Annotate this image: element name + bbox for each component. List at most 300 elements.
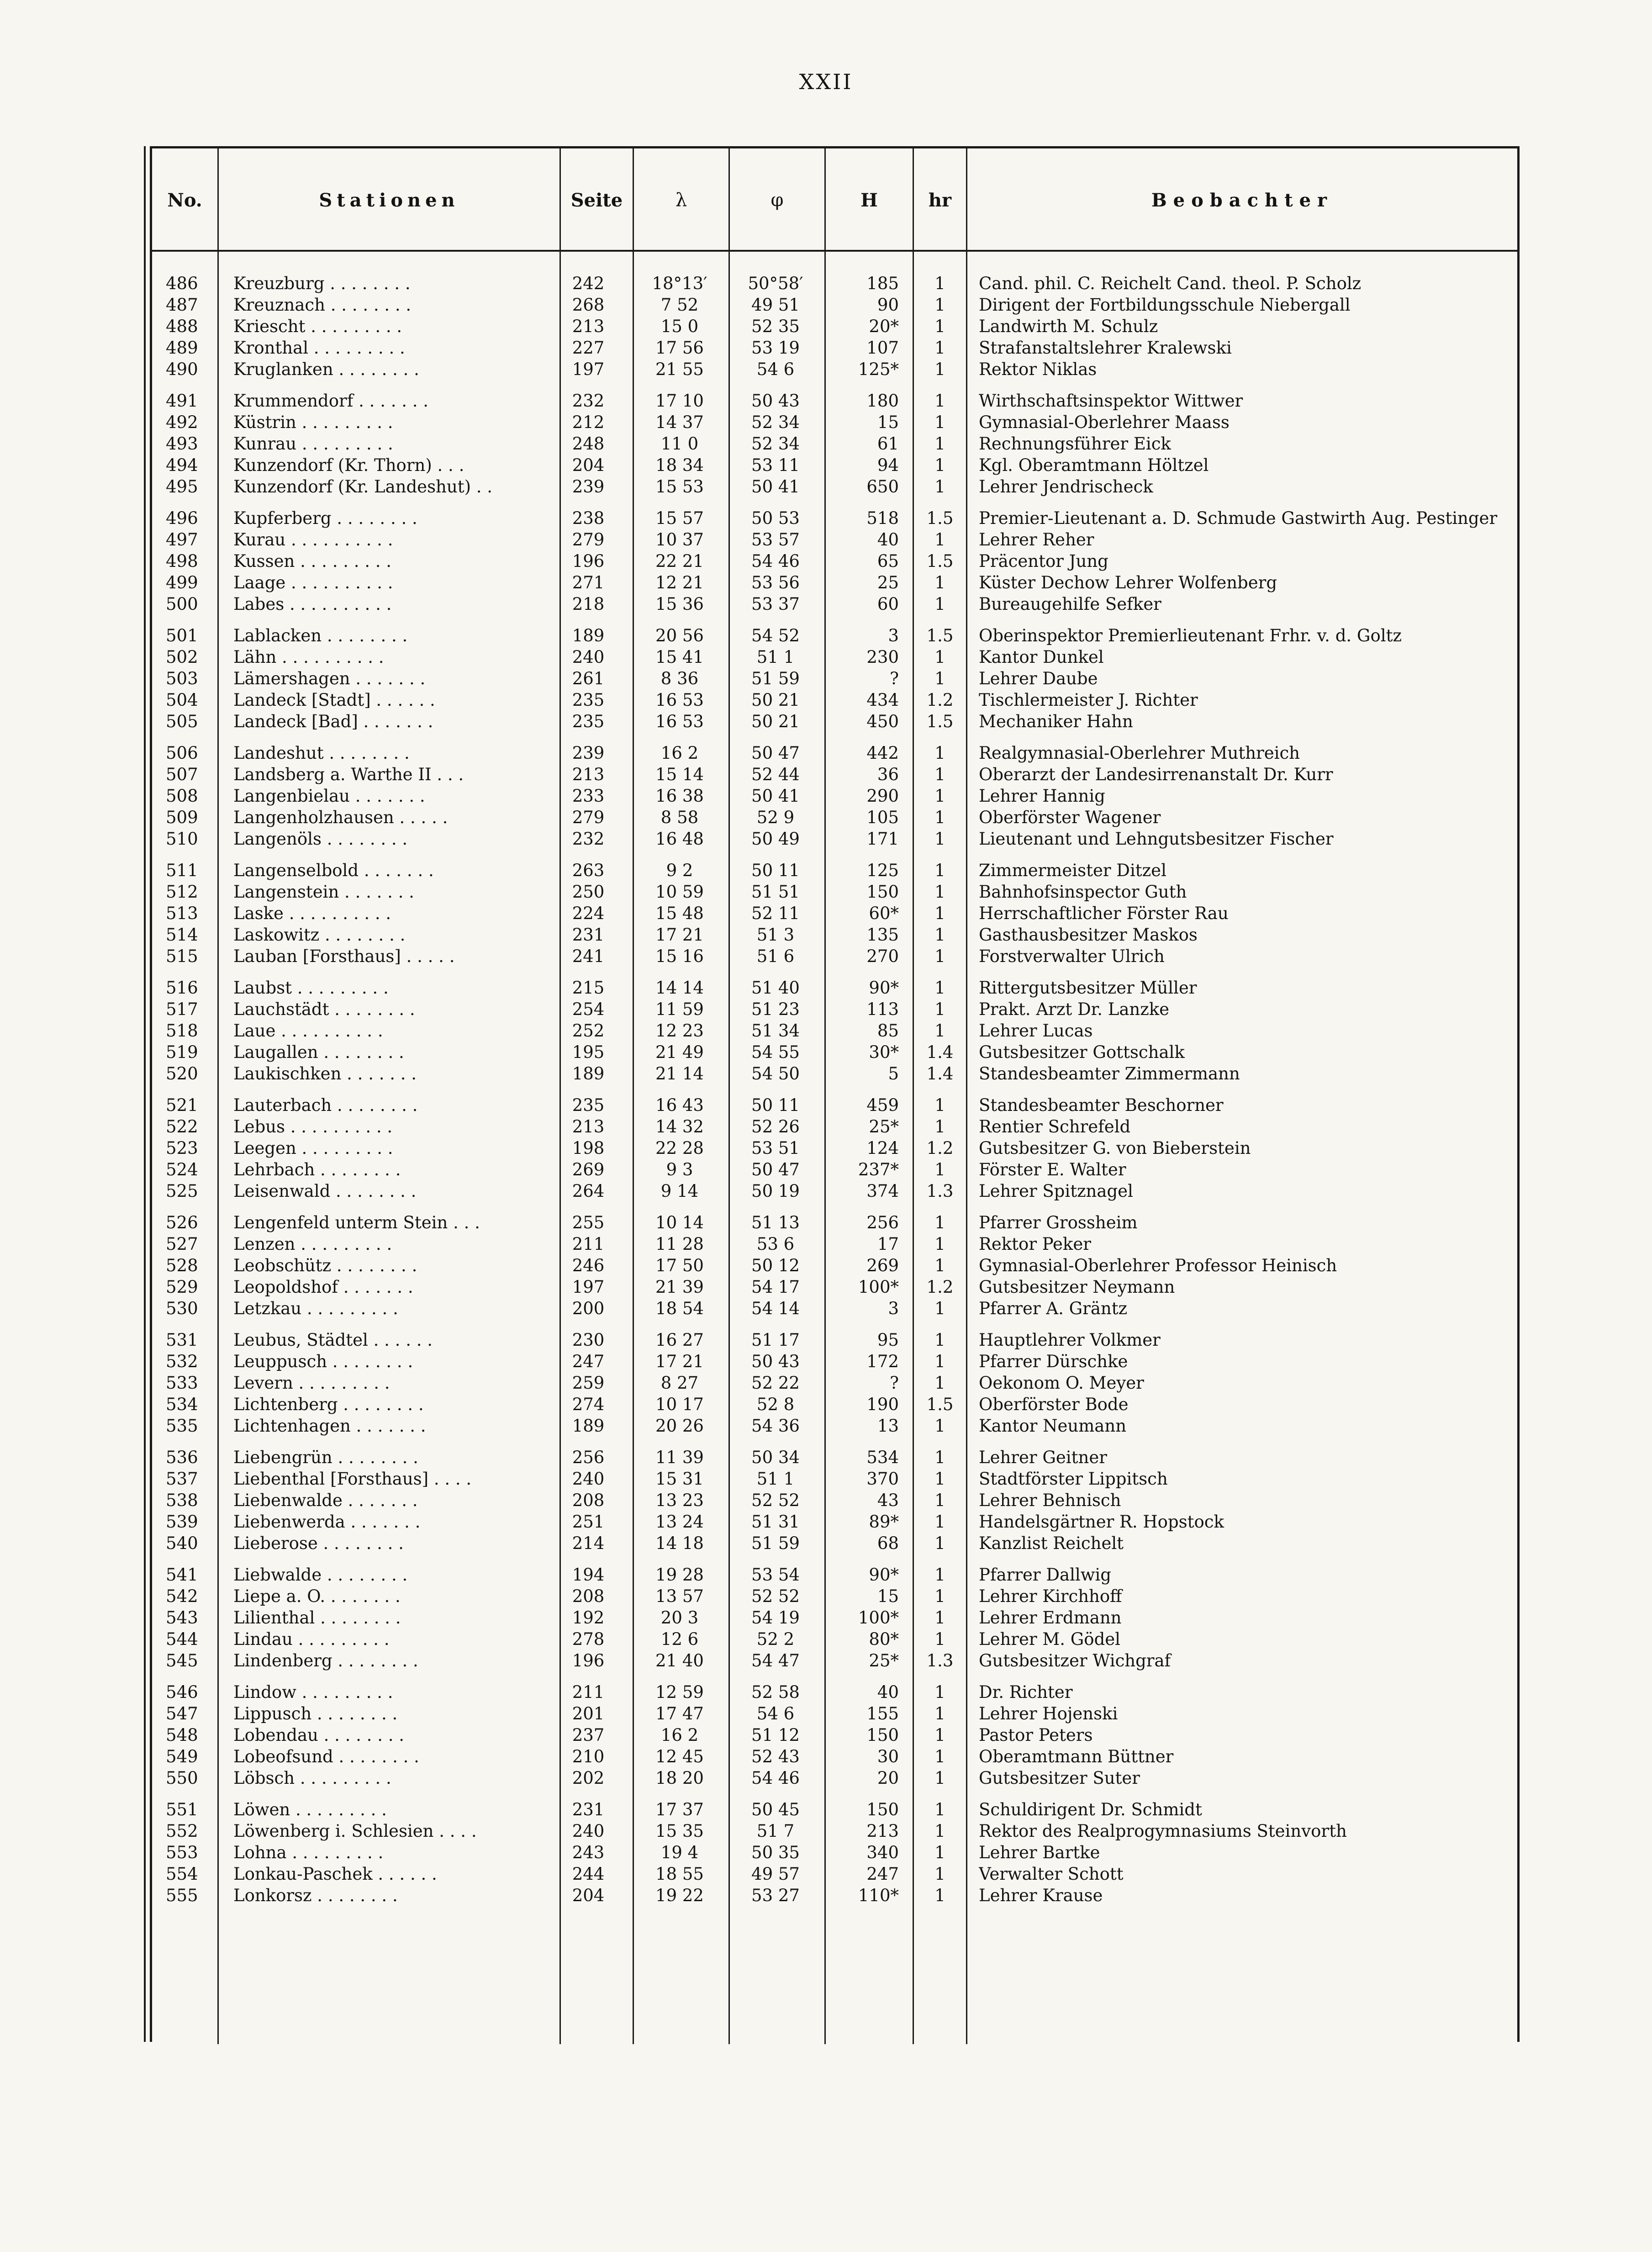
page-ref: 241 — [572, 946, 605, 966]
instrument-height: 1 — [934, 455, 945, 475]
station-name: Lehrbach . . . . . . . . — [233, 1160, 401, 1179]
page-ref: 269 — [572, 1160, 605, 1179]
row-number: 530 — [166, 1299, 198, 1318]
station-name: Langenholzhausen . . . . . — [233, 808, 448, 827]
table-row — [152, 1863, 1517, 1885]
observer: Oberamtmann Büttner — [979, 1747, 1174, 1766]
station-name: Letzkau . . . . . . . . . — [233, 1299, 398, 1318]
observer: Standesbeamter Beschorner — [979, 1095, 1224, 1115]
observer: Lehrer Krause — [979, 1886, 1103, 1905]
row-number: 544 — [166, 1629, 198, 1649]
row-number: 539 — [166, 1512, 198, 1532]
observer: Kantor Dunkel — [979, 647, 1104, 667]
longitude: 17 50 — [655, 1256, 704, 1275]
page-ref: 248 — [572, 434, 605, 454]
observer: Verwalter Schott — [979, 1864, 1124, 1884]
page-ref: 254 — [572, 999, 605, 1019]
row-number: 494 — [166, 455, 198, 475]
table-row — [152, 1041, 1517, 1063]
longitude: 15 0 — [660, 317, 699, 336]
station-name: Kunzendorf (Kr. Thorn) . . . — [233, 455, 464, 475]
table-row — [152, 1394, 1517, 1415]
table-row — [152, 1724, 1517, 1746]
station-name: Lauterbach . . . . . . . . — [233, 1095, 418, 1115]
station-name: Langenstein . . . . . . . — [233, 882, 414, 902]
longitude: 16 53 — [655, 712, 704, 731]
row-number: 536 — [166, 1448, 198, 1467]
page-ref: 211 — [572, 1682, 605, 1702]
page-ref: 198 — [572, 1138, 605, 1158]
observer: Standesbeamter Zimmermann — [979, 1064, 1240, 1084]
table-row — [152, 1415, 1517, 1437]
longitude: 11 28 — [655, 1234, 704, 1254]
row-number: 545 — [166, 1651, 198, 1670]
page-ref: 218 — [572, 594, 605, 614]
header-hr: hr — [928, 189, 952, 211]
longitude: 15 14 — [655, 765, 704, 784]
station-name: Leobschütz . . . . . . . . — [233, 1256, 417, 1275]
observer: Gutsbesitzer Suter — [979, 1768, 1140, 1788]
instrument-height: 1 — [934, 1095, 945, 1115]
table-row — [152, 316, 1517, 337]
page-ref: 197 — [572, 359, 605, 379]
row-number: 554 — [166, 1864, 198, 1884]
instrument-height: 1 — [934, 1821, 945, 1841]
station-name: Liebenwerda . . . . . . . — [233, 1512, 421, 1532]
observer: Lehrer Spitznagel — [979, 1181, 1133, 1201]
instrument-height: 1 — [934, 808, 945, 827]
longitude: 19 22 — [655, 1886, 704, 1905]
station-name: Kronthal . . . . . . . . . — [233, 338, 405, 358]
page-ref: 210 — [572, 1747, 605, 1766]
elevation: 534 — [866, 1448, 899, 1467]
instrument-height: 1 — [934, 743, 945, 763]
instrument-height: 1 — [934, 1843, 945, 1862]
page-ref: 200 — [572, 1299, 605, 1318]
station-name: Leisenwald . . . . . . . . — [233, 1181, 417, 1201]
station-name: Kupferberg . . . . . . . . — [233, 508, 417, 528]
elevation: 13 — [877, 1416, 899, 1436]
latitude: 51 13 — [751, 1213, 800, 1232]
elevation: 20* — [869, 317, 899, 336]
table-row — [152, 1351, 1517, 1372]
page-ref: 268 — [572, 295, 605, 315]
station-name: Lonkorsz . . . . . . . . — [233, 1886, 398, 1905]
longitude: 22 21 — [655, 551, 704, 571]
elevation: 68 — [877, 1533, 899, 1553]
page-ref: 196 — [572, 551, 605, 571]
page-ref: 279 — [572, 808, 605, 827]
latitude: 54 46 — [751, 1768, 800, 1788]
instrument-height: 1 — [934, 1768, 945, 1788]
station-name: Leuppusch . . . . . . . . — [233, 1352, 413, 1371]
table-row — [152, 646, 1517, 668]
observer: Realgymnasial-Oberlehrer Muthreich — [979, 743, 1300, 763]
table-row — [152, 1116, 1517, 1137]
longitude: 15 53 — [655, 477, 704, 497]
latitude: 53 11 — [751, 455, 800, 475]
longitude: 14 37 — [655, 412, 704, 432]
observer: Strafanstaltslehrer Kralewski — [979, 338, 1232, 358]
latitude: 50°58′ — [748, 274, 803, 293]
observer: Kgl. Oberamtmann Höltzel — [979, 455, 1209, 475]
table-row — [152, 1329, 1517, 1351]
table-row — [152, 977, 1517, 999]
page-ref: 197 — [572, 1277, 605, 1297]
latitude: 53 57 — [751, 530, 800, 550]
station-name: Lichtenberg . . . . . . . . — [233, 1395, 424, 1414]
elevation: 237* — [858, 1160, 899, 1179]
elevation: 40 — [877, 530, 899, 550]
table-row — [152, 593, 1517, 615]
instrument-height: 1 — [934, 573, 945, 592]
station-name: Laskowitz . . . . . . . . — [233, 925, 406, 945]
page-ref: 196 — [572, 1651, 605, 1670]
table-row — [152, 946, 1517, 967]
page-ref: 189 — [572, 626, 605, 645]
observer: Rechnungsführer Eick — [979, 434, 1171, 454]
observer: Landwirth M. Schulz — [979, 317, 1158, 336]
page-ref: 252 — [572, 1021, 605, 1041]
table-row — [152, 337, 1517, 359]
observer: Herrschaftlicher Förster Rau — [979, 904, 1229, 923]
row-number: 515 — [166, 946, 198, 966]
instrument-height: 1 — [934, 1864, 945, 1884]
station-name: Kurau . . . . . . . . . . — [233, 530, 393, 550]
station-name: Löwenberg i. Schlesien . . . . — [233, 1821, 477, 1841]
row-number: 497 — [166, 530, 198, 550]
latitude: 52 34 — [751, 412, 800, 432]
station-name: Langenselbold . . . . . . . — [233, 861, 434, 880]
observer: Lehrer Hojenski — [979, 1704, 1118, 1723]
instrument-height: 1 — [934, 530, 945, 550]
station-name: Levern . . . . . . . . . — [233, 1373, 390, 1393]
longitude: 8 36 — [660, 669, 699, 688]
observer: Gymnasial-Oberlehrer Professor Heinisch — [979, 1256, 1337, 1275]
station-name: Liepe a. O. . . . . . . . — [233, 1586, 401, 1606]
observer: Stadtförster Lippitsch — [979, 1469, 1168, 1489]
row-number: 529 — [166, 1277, 198, 1297]
row-number: 550 — [166, 1768, 198, 1788]
station-name: Liebengrün . . . . . . . . — [233, 1448, 418, 1467]
table-row — [152, 711, 1517, 732]
latitude: 50 21 — [751, 690, 800, 710]
station-name: Lippusch . . . . . . . . — [233, 1704, 398, 1723]
latitude: 51 59 — [751, 669, 800, 688]
latitude: 51 12 — [751, 1725, 800, 1745]
instrument-height: 1 — [934, 338, 945, 358]
elevation: 61 — [877, 434, 899, 454]
latitude: 53 51 — [751, 1138, 800, 1158]
longitude: 9 14 — [660, 1181, 699, 1201]
instrument-height: 1 — [934, 861, 945, 880]
observer: Lieutenant und Lehngutsbesitzer Fischer — [979, 829, 1334, 849]
station-name: Kunrau . . . . . . . . . — [233, 434, 393, 454]
observer: Rektor des Realprogymnasiums Steinvorth — [979, 1821, 1347, 1841]
elevation: 43 — [877, 1491, 899, 1510]
table-row — [152, 1586, 1517, 1607]
observer: Lehrer Jendrischeck — [979, 477, 1153, 497]
longitude: 11 39 — [655, 1448, 704, 1467]
page-ref: 243 — [572, 1843, 605, 1862]
observer: Dirigent der Fortbildungsschule Niebergall — [979, 295, 1351, 315]
station-name: Lengenfeld unterm Stein . . . — [233, 1213, 480, 1232]
table-row — [152, 1820, 1517, 1842]
longitude: 21 49 — [655, 1042, 704, 1062]
elevation: 25* — [869, 1651, 899, 1670]
row-number: 507 — [166, 765, 198, 784]
table-row — [152, 668, 1517, 689]
elevation: 30 — [877, 1747, 899, 1766]
page-ref: 202 — [572, 1768, 605, 1788]
station-name: Lilienthal . . . . . . . . — [233, 1608, 401, 1628]
longitude: 16 27 — [655, 1330, 704, 1350]
latitude: 50 47 — [751, 1160, 800, 1179]
station-name: Laske . . . . . . . . . . — [233, 904, 391, 923]
instrument-height: 1 — [934, 1682, 945, 1702]
instrument-height: 1 — [934, 1533, 945, 1553]
longitude: 14 32 — [655, 1117, 704, 1137]
longitude: 7 52 — [660, 295, 699, 315]
row-number: 513 — [166, 904, 198, 923]
row-number: 511 — [166, 861, 198, 880]
station-name: Kussen . . . . . . . . . — [233, 551, 392, 571]
row-number: 512 — [166, 882, 198, 902]
row-number: 541 — [166, 1565, 198, 1585]
latitude: 52 34 — [751, 434, 800, 454]
station-name: Leopoldshof . . . . . . . — [233, 1277, 413, 1297]
latitude: 51 59 — [751, 1533, 800, 1553]
table-row — [152, 881, 1517, 903]
table-row — [152, 1799, 1517, 1820]
observer: Lehrer Bartke — [979, 1843, 1100, 1862]
instrument-height: 1 — [934, 1352, 945, 1371]
page-ref: 235 — [572, 712, 605, 731]
instrument-height: 1 — [934, 1213, 945, 1232]
page-ref: 192 — [572, 1608, 605, 1628]
table-row — [152, 1137, 1517, 1159]
observer: Oekonom O. Meyer — [979, 1373, 1144, 1393]
elevation: 124 — [866, 1138, 899, 1158]
row-number: 489 — [166, 338, 198, 358]
station-name: Lablacken . . . . . . . . — [233, 626, 408, 645]
table-row — [152, 529, 1517, 550]
latitude: 51 3 — [756, 925, 795, 945]
station-name: Laue . . . . . . . . . . — [233, 1021, 383, 1041]
table-row — [152, 1468, 1517, 1490]
instrument-height: 1 — [934, 1608, 945, 1628]
latitude: 52 11 — [751, 904, 800, 923]
row-number: 500 — [166, 594, 198, 614]
page-ref: 189 — [572, 1416, 605, 1436]
elevation: 15 — [877, 412, 899, 432]
header-h: H — [860, 189, 878, 211]
elevation: 100* — [858, 1608, 899, 1628]
longitude: 10 17 — [655, 1395, 704, 1414]
page-ref: 255 — [572, 1213, 605, 1232]
table-row — [152, 390, 1517, 412]
instrument-height: 1 — [934, 669, 945, 688]
row-number: 549 — [166, 1747, 198, 1766]
page-ref: 230 — [572, 1330, 605, 1350]
station-name: Liebwalde . . . . . . . . — [233, 1565, 408, 1585]
row-number: 528 — [166, 1256, 198, 1275]
elevation: 172 — [866, 1352, 899, 1371]
longitude: 22 28 — [655, 1138, 704, 1158]
longitude: 12 59 — [655, 1682, 704, 1702]
row-number: 492 — [166, 412, 198, 432]
elevation: 65 — [877, 551, 899, 571]
latitude: 52 2 — [756, 1629, 795, 1649]
latitude: 52 35 — [751, 317, 800, 336]
table-row — [152, 433, 1517, 455]
observer: Gutsbesitzer G. von Bieberstein — [979, 1138, 1251, 1158]
longitude: 21 40 — [655, 1651, 704, 1670]
instrument-height: 1.5 — [926, 551, 954, 571]
instrument-height: 1.4 — [926, 1064, 954, 1084]
table-row — [152, 625, 1517, 646]
elevation: 17 — [877, 1234, 899, 1254]
longitude: 16 2 — [660, 743, 699, 763]
observer: Lehrer Behnisch — [979, 1491, 1121, 1510]
longitude: 11 0 — [660, 434, 699, 454]
table-row — [152, 359, 1517, 380]
observer: Gutsbesitzer Wichgraf — [979, 1651, 1171, 1670]
row-number: 546 — [166, 1682, 198, 1702]
observer: Prakt. Arzt Dr. Lanzke — [979, 999, 1170, 1019]
elevation: 90* — [869, 978, 899, 998]
page-ref: 232 — [572, 391, 605, 411]
page-ref: 213 — [572, 765, 605, 784]
instrument-height: 1 — [934, 1629, 945, 1649]
longitude: 17 21 — [655, 1352, 704, 1371]
header-phi: φ — [771, 190, 784, 211]
latitude: 52 52 — [751, 1586, 800, 1606]
elevation: 20 — [877, 1768, 899, 1788]
latitude: 52 9 — [756, 808, 795, 827]
instrument-height: 1 — [934, 274, 945, 293]
observer: Forstverwalter Ulrich — [979, 946, 1165, 966]
observer: Oberarzt der Landesirrenanstalt Dr. Kurr — [979, 765, 1333, 784]
page-ref: 194 — [572, 1565, 605, 1585]
page-ref: 250 — [572, 882, 605, 902]
station-name: Lohna . . . . . . . . . — [233, 1843, 384, 1862]
table-row — [152, 999, 1517, 1020]
observer: Hauptlehrer Volkmer — [979, 1330, 1161, 1350]
latitude: 54 17 — [751, 1277, 800, 1297]
instrument-height: 1 — [934, 1565, 945, 1585]
instrument-height: 1 — [934, 1886, 945, 1905]
station-name: Leegen . . . . . . . . . — [233, 1138, 393, 1158]
elevation: 370 — [866, 1469, 899, 1489]
header-beobachter: Beobachter — [1151, 189, 1334, 211]
elevation: 80* — [869, 1629, 899, 1649]
page-ref: 227 — [572, 338, 605, 358]
observer: Rentier Schrefeld — [979, 1117, 1131, 1137]
station-name: Kruglanken . . . . . . . . — [233, 359, 419, 379]
elevation: 650 — [866, 477, 899, 497]
elevation: 3 — [888, 626, 899, 645]
elevation: 60 — [877, 594, 899, 614]
page-ref: 204 — [572, 455, 605, 475]
page-ref: 213 — [572, 1117, 605, 1137]
station-name: Liebenwalde . . . . . . . — [233, 1491, 418, 1510]
row-number: 505 — [166, 712, 198, 731]
table-row — [152, 507, 1517, 529]
observer: Präcentor Jung — [979, 551, 1108, 571]
observer: Rektor Niklas — [979, 359, 1097, 379]
page-ref: 233 — [572, 786, 605, 806]
instrument-height: 1 — [934, 1586, 945, 1606]
row-number: 540 — [166, 1533, 198, 1553]
instrument-height: 1 — [934, 999, 945, 1019]
row-number: 516 — [166, 978, 198, 998]
observer: Cand. phil. C. Reichelt Cand. theol. P. Scholz — [979, 274, 1362, 293]
longitude: 15 36 — [655, 594, 704, 614]
page-ref: 235 — [572, 690, 605, 710]
station-name: Lenzen . . . . . . . . . — [233, 1234, 392, 1254]
longitude: 10 14 — [655, 1213, 704, 1232]
instrument-height: 1 — [934, 391, 945, 411]
observer: Mechaniker Hahn — [979, 712, 1133, 731]
latitude: 53 6 — [756, 1234, 795, 1254]
table-row — [152, 742, 1517, 764]
latitude: 53 54 — [751, 1565, 800, 1585]
row-number: 495 — [166, 477, 198, 497]
elevation: 25 — [877, 573, 899, 592]
table-row — [152, 903, 1517, 924]
table-row — [152, 1180, 1517, 1202]
header-no: No. — [167, 189, 202, 211]
page-ref: 224 — [572, 904, 605, 923]
latitude: 54 36 — [751, 1416, 800, 1436]
page-ref: 242 — [572, 274, 605, 293]
longitude: 15 41 — [655, 647, 704, 667]
latitude: 52 52 — [751, 1491, 800, 1510]
elevation: 340 — [866, 1843, 899, 1862]
station-name: Lähn . . . . . . . . . . — [233, 647, 384, 667]
observer: Wirthschaftsinspektor Wittwer — [979, 391, 1243, 411]
row-number: 542 — [166, 1586, 198, 1606]
row-number: 488 — [166, 317, 198, 336]
latitude: 50 35 — [751, 1843, 800, 1862]
station-name: Lieberose . . . . . . . . — [233, 1533, 404, 1553]
elevation: 247 — [866, 1864, 899, 1884]
table-row — [152, 1063, 1517, 1084]
page-ref: 232 — [572, 829, 605, 849]
station-name: Landeshut . . . . . . . . — [233, 743, 410, 763]
elevation: 150 — [866, 882, 899, 902]
table-row — [152, 1233, 1517, 1255]
instrument-height: 1 — [934, 1021, 945, 1041]
table-row — [152, 1885, 1517, 1906]
row-number: 534 — [166, 1395, 198, 1414]
observer: Lehrer Geitner — [979, 1448, 1107, 1467]
elevation: 36 — [877, 765, 899, 784]
row-number: 552 — [166, 1821, 198, 1841]
page-ref: 208 — [572, 1491, 605, 1510]
latitude: 53 27 — [751, 1886, 800, 1905]
page-ref: 263 — [572, 861, 605, 880]
row-number: 555 — [166, 1886, 198, 1905]
row-number: 531 — [166, 1330, 198, 1350]
table-row — [152, 273, 1517, 294]
instrument-height: 1.5 — [926, 1395, 954, 1414]
row-number: 535 — [166, 1416, 198, 1436]
page-ref: 244 — [572, 1864, 605, 1884]
table-row — [152, 1159, 1517, 1180]
elevation: 89* — [869, 1512, 899, 1532]
